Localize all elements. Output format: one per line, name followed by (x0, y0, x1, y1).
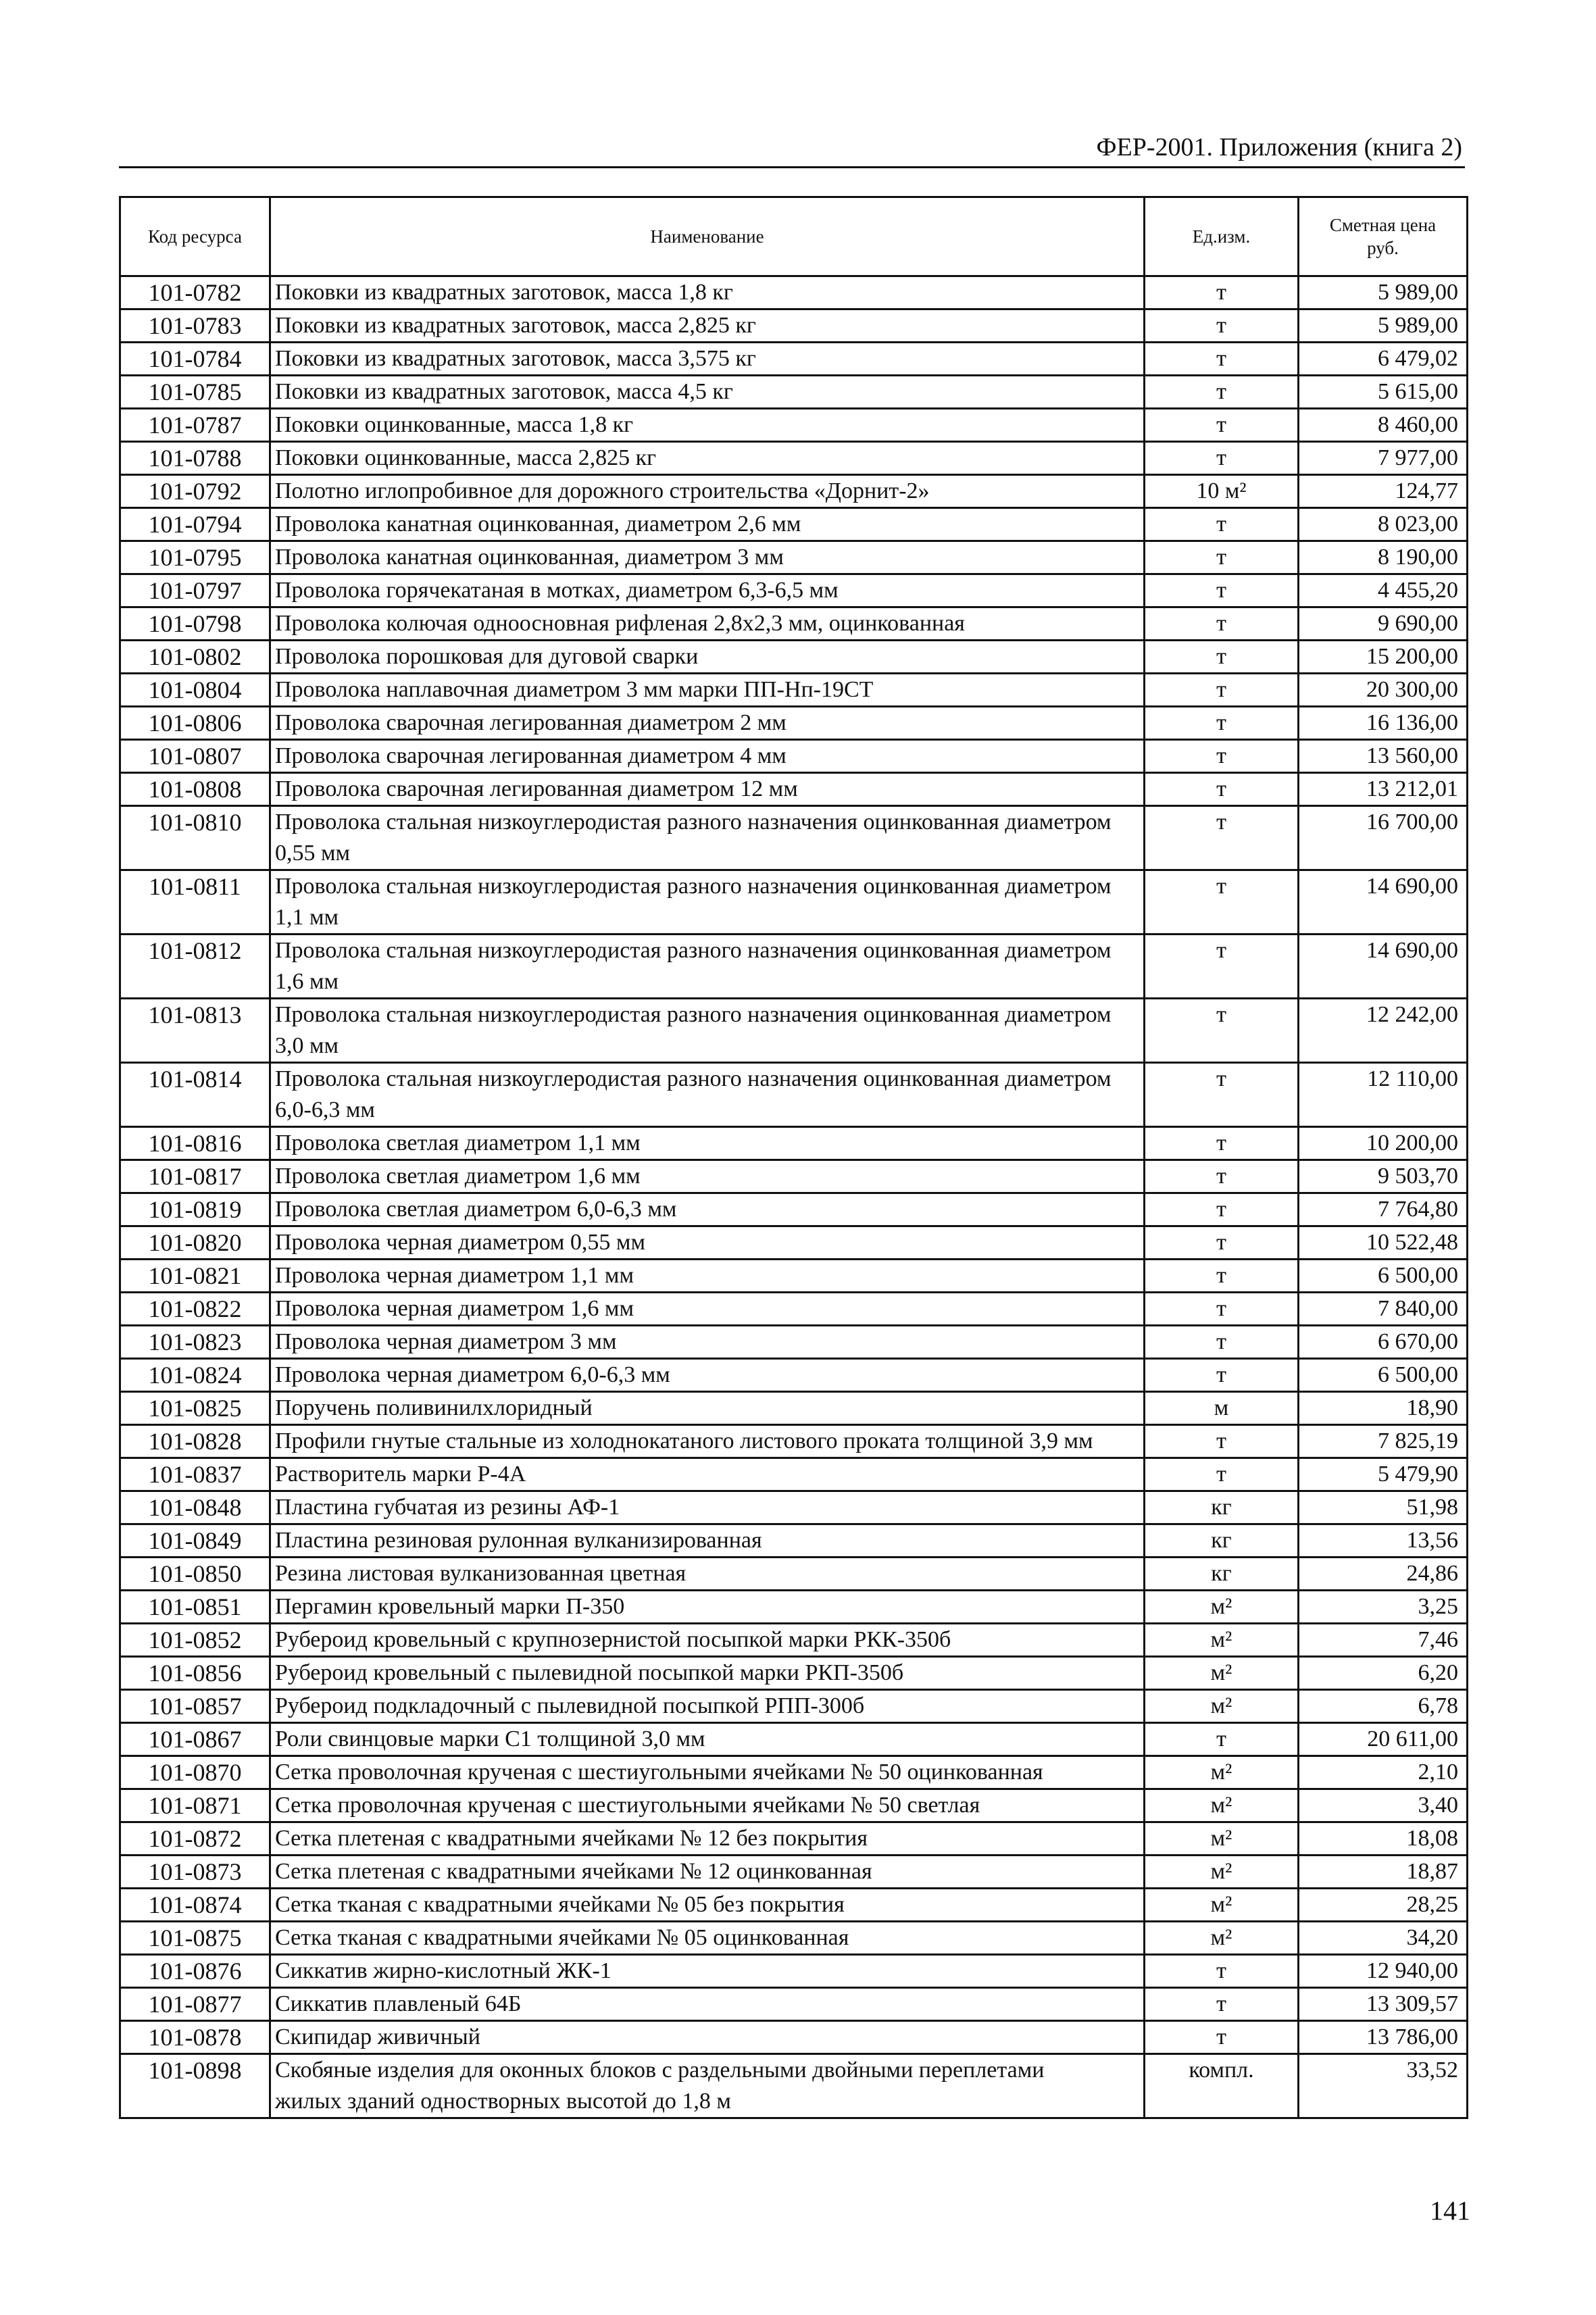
resource-name-cell: Профили гнутые стальные из холоднокатаного листового проката толщиной 3,9 мм (270, 1425, 1145, 1458)
resource-name-cell: Проволока наплавочная диаметром 3 мм марки ПП-Нп-19СТ (270, 674, 1145, 707)
price-cell: 12 110,00 (1299, 1063, 1468, 1127)
resource-name-cell: Сетка проволочная крученая с шестиугольными ячейками № 50 оцинкованная (270, 1756, 1145, 1789)
table-row (120, 1789, 1468, 1822)
resource-code-cell: 101-0867 (120, 1723, 270, 1756)
resource-name-cell: Рубероид подкладочный с пылевидной посыпкой РПП-300б (270, 1690, 1145, 1723)
resource-code-cell: 101-0828 (120, 1425, 270, 1458)
table-row (120, 343, 1468, 376)
column-header-name: Наименование (270, 197, 1145, 276)
unit-cell: м² (1145, 1789, 1299, 1822)
resource-code-cell: 101-0798 (120, 607, 270, 641)
unit-cell: т (1145, 309, 1299, 343)
table-row (120, 1491, 1468, 1524)
unit-cell: м² (1145, 1889, 1299, 1922)
resource-code-cell: 101-0823 (120, 1326, 270, 1359)
table-row (120, 1756, 1468, 1789)
price-cell: 6,20 (1299, 1657, 1468, 1690)
resource-code-cell: 101-0850 (120, 1558, 270, 1591)
resource-name-cell: Сетка проволочная крученая с шестиугольными ячейками № 50 светлая (270, 1789, 1145, 1822)
price-cell: 13 560,00 (1299, 740, 1468, 773)
table-row (120, 1955, 1468, 1988)
resource-code-cell: 101-0871 (120, 1789, 270, 1822)
price-table-header (120, 197, 1468, 276)
price-cell: 7 764,80 (1299, 1193, 1468, 1226)
price-cell: 14 690,00 (1299, 935, 1468, 999)
unit-cell: т (1145, 276, 1299, 309)
table-row (120, 999, 1468, 1063)
price-table-body (120, 276, 1468, 2118)
unit-cell: т (1145, 607, 1299, 641)
resource-code-cell: 101-0797 (120, 574, 270, 607)
table-row (120, 1856, 1468, 1889)
resource-code-cell: 101-0788 (120, 442, 270, 475)
resource-name-cell: Проволока стальная низкоуглеродистая разного назначения оцинкованная диаметром 1,1 мм (270, 870, 1145, 935)
table-row (120, 773, 1468, 806)
resource-code-cell: 101-0820 (120, 1226, 270, 1260)
unit-cell: т (1145, 376, 1299, 409)
price-cell: 3,25 (1299, 1591, 1468, 1624)
resource-code-cell: 101-0874 (120, 1889, 270, 1922)
resource-code-cell: 101-0857 (120, 1690, 270, 1723)
resource-code-cell: 101-0837 (120, 1458, 270, 1491)
unit-cell: т (1145, 508, 1299, 541)
table-row (120, 1193, 1468, 1226)
price-cell: 28,25 (1299, 1889, 1468, 1922)
price-cell: 51,98 (1299, 1491, 1468, 1524)
resource-name-cell: Проволока черная диаметром 0,55 мм (270, 1226, 1145, 1260)
resource-name-cell: Сетка тканая с квадратными ячейками № 05 без покрытия (270, 1889, 1145, 1922)
price-cell: 9 690,00 (1299, 607, 1468, 641)
unit-cell: т (1145, 935, 1299, 999)
price-cell: 33,52 (1299, 2054, 1468, 2118)
resource-code-cell: 101-0811 (120, 870, 270, 935)
header-row (120, 197, 1468, 276)
resource-name-cell: Сетка плетеная с квадратными ячейками № 12 без покрытия (270, 1822, 1145, 1856)
unit-cell: т (1145, 1226, 1299, 1260)
table-row (120, 1260, 1468, 1293)
price-cell: 8 023,00 (1299, 508, 1468, 541)
unit-cell: т (1145, 1293, 1299, 1326)
resource-code-cell: 101-0785 (120, 376, 270, 409)
resource-code-cell: 101-0787 (120, 409, 270, 442)
resource-code-cell: 101-0807 (120, 740, 270, 773)
unit-cell: м² (1145, 1591, 1299, 1624)
column-header-price: Сметная цена руб. (1299, 197, 1468, 276)
unit-cell: т (1145, 574, 1299, 607)
table-row (120, 442, 1468, 475)
table-row (120, 1524, 1468, 1558)
resource-name-cell: Проволока черная диаметром 3 мм (270, 1326, 1145, 1359)
resource-code-cell: 101-0872 (120, 1822, 270, 1856)
price-cell: 13 786,00 (1299, 2021, 1468, 2054)
price-cell: 5 989,00 (1299, 309, 1468, 343)
column-header-code: Код ресурса (120, 197, 270, 276)
resource-name-cell: Проволока порошковая для дуговой сварки (270, 641, 1145, 674)
table-row (120, 1558, 1468, 1591)
resource-code-cell: 101-0870 (120, 1756, 270, 1789)
resource-name-cell: Проволока стальная низкоуглеродистая разного назначения оцинкованная диаметром 1,6 мм (270, 935, 1145, 999)
resource-name-cell: Проволока черная диаметром 1,1 мм (270, 1260, 1145, 1293)
column-header-unit: Ед.изм. (1145, 197, 1299, 276)
resource-code-cell: 101-0782 (120, 276, 270, 309)
unit-cell: т (1145, 1260, 1299, 1293)
unit-cell: компл. (1145, 2054, 1299, 2118)
price-cell: 7 840,00 (1299, 1293, 1468, 1326)
table-row (120, 1988, 1468, 2021)
price-cell: 14 690,00 (1299, 870, 1468, 935)
table-row (120, 309, 1468, 343)
resource-code-cell: 101-0822 (120, 1293, 270, 1326)
resource-name-cell: Проволока горячекатаная в мотках, диаметром 6,3-6,5 мм (270, 574, 1145, 607)
price-cell: 10 200,00 (1299, 1127, 1468, 1160)
resource-name-cell: Проволока стальная низкоуглеродистая разного назначения оцинкованная диаметром 6,0-6,3 мм (270, 1063, 1145, 1127)
price-cell: 34,20 (1299, 1922, 1468, 1955)
resource-code-cell: 101-0804 (120, 674, 270, 707)
price-cell: 5 989,00 (1299, 276, 1468, 309)
resource-code-cell: 101-0825 (120, 1392, 270, 1425)
unit-cell: т (1145, 773, 1299, 806)
price-cell: 15 200,00 (1299, 641, 1468, 674)
resource-name-cell: Проволока колючая одноосновная рифленая 2,8х2,3 мм, оцинкованная (270, 607, 1145, 641)
price-cell: 16 136,00 (1299, 707, 1468, 740)
unit-cell: т (1145, 1988, 1299, 2021)
resource-name-cell: Поковки оцинкованные, масса 2,825 кг (270, 442, 1145, 475)
table-row (120, 574, 1468, 607)
price-cell: 4 455,20 (1299, 574, 1468, 607)
table-row (120, 508, 1468, 541)
unit-cell: м² (1145, 1856, 1299, 1889)
price-cell: 6 500,00 (1299, 1260, 1468, 1293)
table-row (120, 276, 1468, 309)
unit-cell: т (1145, 674, 1299, 707)
resource-name-cell: Роли свинцовые марки С1 толщиной 3,0 мм (270, 1723, 1145, 1756)
resource-name-cell: Сетка тканая с квадратными ячейками № 05 оцинкованная (270, 1922, 1145, 1955)
resource-name-cell: Поковки из квадратных заготовок, масса 1,8 кг (270, 276, 1145, 309)
resource-name-cell: Проволока сварочная легированная диаметром 4 мм (270, 740, 1145, 773)
table-row (120, 1822, 1468, 1856)
resource-code-cell: 101-0792 (120, 475, 270, 508)
table-row (120, 1922, 1468, 1955)
unit-cell: т (1145, 1955, 1299, 1988)
unit-cell: т (1145, 541, 1299, 574)
unit-cell: т (1145, 442, 1299, 475)
unit-cell: м² (1145, 1822, 1299, 1856)
resource-code-cell: 101-0898 (120, 2054, 270, 2118)
table-row (120, 1723, 1468, 1756)
unit-cell: т (1145, 870, 1299, 935)
unit-cell: м² (1145, 1624, 1299, 1657)
table-row (120, 1624, 1468, 1657)
resource-code-cell: 101-0783 (120, 309, 270, 343)
table-row (120, 607, 1468, 641)
resource-name-cell: Резина листовая вулканизованная цветная (270, 1558, 1145, 1591)
price-cell: 6,78 (1299, 1690, 1468, 1723)
unit-cell: т (1145, 707, 1299, 740)
price-table (119, 196, 1468, 2119)
table-row (120, 1226, 1468, 1260)
unit-cell: т (1145, 1063, 1299, 1127)
resource-name-cell: Рубероид кровельный с крупнозернистой посыпкой марки РКК-350б (270, 1624, 1145, 1657)
price-cell: 7 825,19 (1299, 1425, 1468, 1458)
resource-code-cell: 101-0876 (120, 1955, 270, 1988)
unit-cell: т (1145, 343, 1299, 376)
resource-name-cell: Сетка плетеная с квадратными ячейками № 12 оцинкованная (270, 1856, 1145, 1889)
price-cell: 20 300,00 (1299, 674, 1468, 707)
resource-code-cell: 101-0878 (120, 2021, 270, 2054)
table-row (120, 1127, 1468, 1160)
table-row (120, 935, 1468, 999)
price-cell: 6 479,02 (1299, 343, 1468, 376)
running-header-title: ФЕР-2001. Приложения (книга 2) (1096, 133, 1462, 161)
resource-code-cell: 101-0824 (120, 1359, 270, 1392)
unit-cell: т (1145, 999, 1299, 1063)
resource-code-cell: 101-0802 (120, 641, 270, 674)
table-row (120, 674, 1468, 707)
resource-name-cell: Поковки из квадратных заготовок, масса 2,825 кг (270, 309, 1145, 343)
resource-name-cell: Сиккатив жирно-кислотный ЖК-1 (270, 1955, 1145, 1988)
resource-code-cell: 101-0821 (120, 1260, 270, 1293)
resource-code-cell: 101-0813 (120, 999, 270, 1063)
price-cell: 9 503,70 (1299, 1160, 1468, 1193)
price-cell: 124,77 (1299, 475, 1468, 508)
unit-cell: т (1145, 1723, 1299, 1756)
table-row (120, 1458, 1468, 1491)
price-cell: 2,10 (1299, 1756, 1468, 1789)
price-cell: 12 940,00 (1299, 1955, 1468, 1988)
resource-code-cell: 101-0810 (120, 806, 270, 870)
price-cell: 18,87 (1299, 1856, 1468, 1889)
unit-cell: т (1145, 1359, 1299, 1392)
table-row (120, 1425, 1468, 1458)
resource-name-cell: Проволока светлая диаметром 1,6 мм (270, 1160, 1145, 1193)
page-number: 141 (1430, 2195, 1470, 2226)
table-row (120, 1293, 1468, 1326)
resource-name-cell: Поручень поливинилхлоридный (270, 1392, 1145, 1425)
price-cell: 13 212,01 (1299, 773, 1468, 806)
price-cell: 7 977,00 (1299, 442, 1468, 475)
unit-cell: т (1145, 1425, 1299, 1458)
resource-code-cell: 101-0808 (120, 773, 270, 806)
resource-name-cell: Полотно иглопробивное для дорожного строительства «Дорнит-2» (270, 475, 1145, 508)
unit-cell: т (1145, 2021, 1299, 2054)
resource-name-cell: Проволока стальная низкоуглеродистая разного назначения оцинкованная диаметром 0,55 мм (270, 806, 1145, 870)
unit-cell: т (1145, 409, 1299, 442)
table-row (120, 2054, 1468, 2118)
table-row (120, 641, 1468, 674)
resource-code-cell: 101-0877 (120, 1988, 270, 2021)
table-row (120, 740, 1468, 773)
price-cell: 18,08 (1299, 1822, 1468, 1856)
unit-cell: м² (1145, 1690, 1299, 1723)
unit-cell: м² (1145, 1657, 1299, 1690)
price-cell: 24,86 (1299, 1558, 1468, 1591)
price-cell: 6 500,00 (1299, 1359, 1468, 1392)
resource-code-cell: 101-0795 (120, 541, 270, 574)
price-cell: 3,40 (1299, 1789, 1468, 1822)
table-row (120, 806, 1468, 870)
resource-name-cell: Скобяные изделия для оконных блоков с раздельными двойными переплетами жилых зданий одностворных высотой до 1,8 м (270, 2054, 1145, 2118)
resource-name-cell: Поковки оцинкованные, масса 1,8 кг (270, 409, 1145, 442)
resource-name-cell: Пластина резиновая рулонная вулканизированная (270, 1524, 1145, 1558)
resource-code-cell: 101-0873 (120, 1856, 270, 1889)
table-row (120, 870, 1468, 935)
resource-code-cell: 101-0852 (120, 1624, 270, 1657)
table-row (120, 1657, 1468, 1690)
resource-name-cell: Пергамин кровельный марки П-350 (270, 1591, 1145, 1624)
resource-name-cell: Проволока сварочная легированная диаметром 2 мм (270, 707, 1145, 740)
table-row (120, 409, 1468, 442)
table-row (120, 475, 1468, 508)
price-cell: 6 670,00 (1299, 1326, 1468, 1359)
resource-name-cell: Проволока черная диаметром 6,0-6,3 мм (270, 1359, 1145, 1392)
resource-name-cell: Проволока сварочная легированная диаметром 12 мм (270, 773, 1145, 806)
unit-cell: т (1145, 641, 1299, 674)
resource-code-cell: 101-0794 (120, 508, 270, 541)
table-row (120, 2021, 1468, 2054)
price-cell: 12 242,00 (1299, 999, 1468, 1063)
unit-cell: м² (1145, 1756, 1299, 1789)
price-cell: 18,90 (1299, 1392, 1468, 1425)
unit-cell: т (1145, 1127, 1299, 1160)
resource-code-cell: 101-0817 (120, 1160, 270, 1193)
resource-name-cell: Растворитель марки Р-4А (270, 1458, 1145, 1491)
unit-cell: т (1145, 740, 1299, 773)
resource-code-cell: 101-0849 (120, 1524, 270, 1558)
table-row (120, 1063, 1468, 1127)
price-cell: 20 611,00 (1299, 1723, 1468, 1756)
resource-code-cell: 101-0851 (120, 1591, 270, 1624)
price-cell: 5 615,00 (1299, 376, 1468, 409)
resource-name-cell: Поковки из квадратных заготовок, масса 3,575 кг (270, 343, 1145, 376)
table-row (120, 376, 1468, 409)
unit-cell: т (1145, 1193, 1299, 1226)
resource-name-cell: Пластина губчатая из резины АФ-1 (270, 1491, 1145, 1524)
resource-name-cell: Проволока светлая диаметром 1,1 мм (270, 1127, 1145, 1160)
unit-cell: 10 м² (1145, 475, 1299, 508)
resource-code-cell: 101-0848 (120, 1491, 270, 1524)
unit-cell: кг (1145, 1491, 1299, 1524)
price-cell: 8 190,00 (1299, 541, 1468, 574)
unit-cell: м² (1145, 1922, 1299, 1955)
resource-name-cell: Поковки из квадратных заготовок, масса 4,5 кг (270, 376, 1145, 409)
unit-cell: т (1145, 1326, 1299, 1359)
running-header (119, 134, 1465, 168)
resource-name-cell: Проволока стальная низкоуглеродистая разного назначения оцинкованная диаметром 3,0 мм (270, 999, 1145, 1063)
table-row (120, 1359, 1468, 1392)
resource-name-cell: Сиккатив плавленый 64Б (270, 1988, 1145, 2021)
resource-code-cell: 101-0816 (120, 1127, 270, 1160)
table-row (120, 541, 1468, 574)
table-row (120, 1690, 1468, 1723)
table-row (120, 707, 1468, 740)
unit-cell: кг (1145, 1558, 1299, 1591)
resource-name-cell: Проволока канатная оцинкованная, диаметром 2,6 мм (270, 508, 1145, 541)
resource-code-cell: 101-0856 (120, 1657, 270, 1690)
resource-name-cell: Проволока канатная оцинкованная, диаметром 3 мм (270, 541, 1145, 574)
price-cell: 16 700,00 (1299, 806, 1468, 870)
price-cell: 13,56 (1299, 1524, 1468, 1558)
table-row (120, 1326, 1468, 1359)
price-cell: 5 479,90 (1299, 1458, 1468, 1491)
price-cell: 10 522,48 (1299, 1226, 1468, 1260)
price-cell: 13 309,57 (1299, 1988, 1468, 2021)
unit-cell: т (1145, 1160, 1299, 1193)
unit-cell: м (1145, 1392, 1299, 1425)
table-row (120, 1591, 1468, 1624)
unit-cell: т (1145, 806, 1299, 870)
resource-code-cell: 101-0812 (120, 935, 270, 999)
table-row (120, 1889, 1468, 1922)
price-cell: 7,46 (1299, 1624, 1468, 1657)
price-cell: 8 460,00 (1299, 409, 1468, 442)
resource-code-cell: 101-0875 (120, 1922, 270, 1955)
resource-code-cell: 101-0819 (120, 1193, 270, 1226)
resource-name-cell: Рубероид кровельный с пылевидной посыпкой марки РКП-350б (270, 1657, 1145, 1690)
resource-name-cell: Проволока светлая диаметром 6,0-6,3 мм (270, 1193, 1145, 1226)
resource-name-cell: Скипидар живичный (270, 2021, 1145, 2054)
table-row (120, 1160, 1468, 1193)
table-row (120, 1392, 1468, 1425)
resource-code-cell: 101-0806 (120, 707, 270, 740)
resource-code-cell: 101-0784 (120, 343, 270, 376)
resource-code-cell: 101-0814 (120, 1063, 270, 1127)
unit-cell: т (1145, 1458, 1299, 1491)
resource-name-cell: Проволока черная диаметром 1,6 мм (270, 1293, 1145, 1326)
unit-cell: кг (1145, 1524, 1299, 1558)
